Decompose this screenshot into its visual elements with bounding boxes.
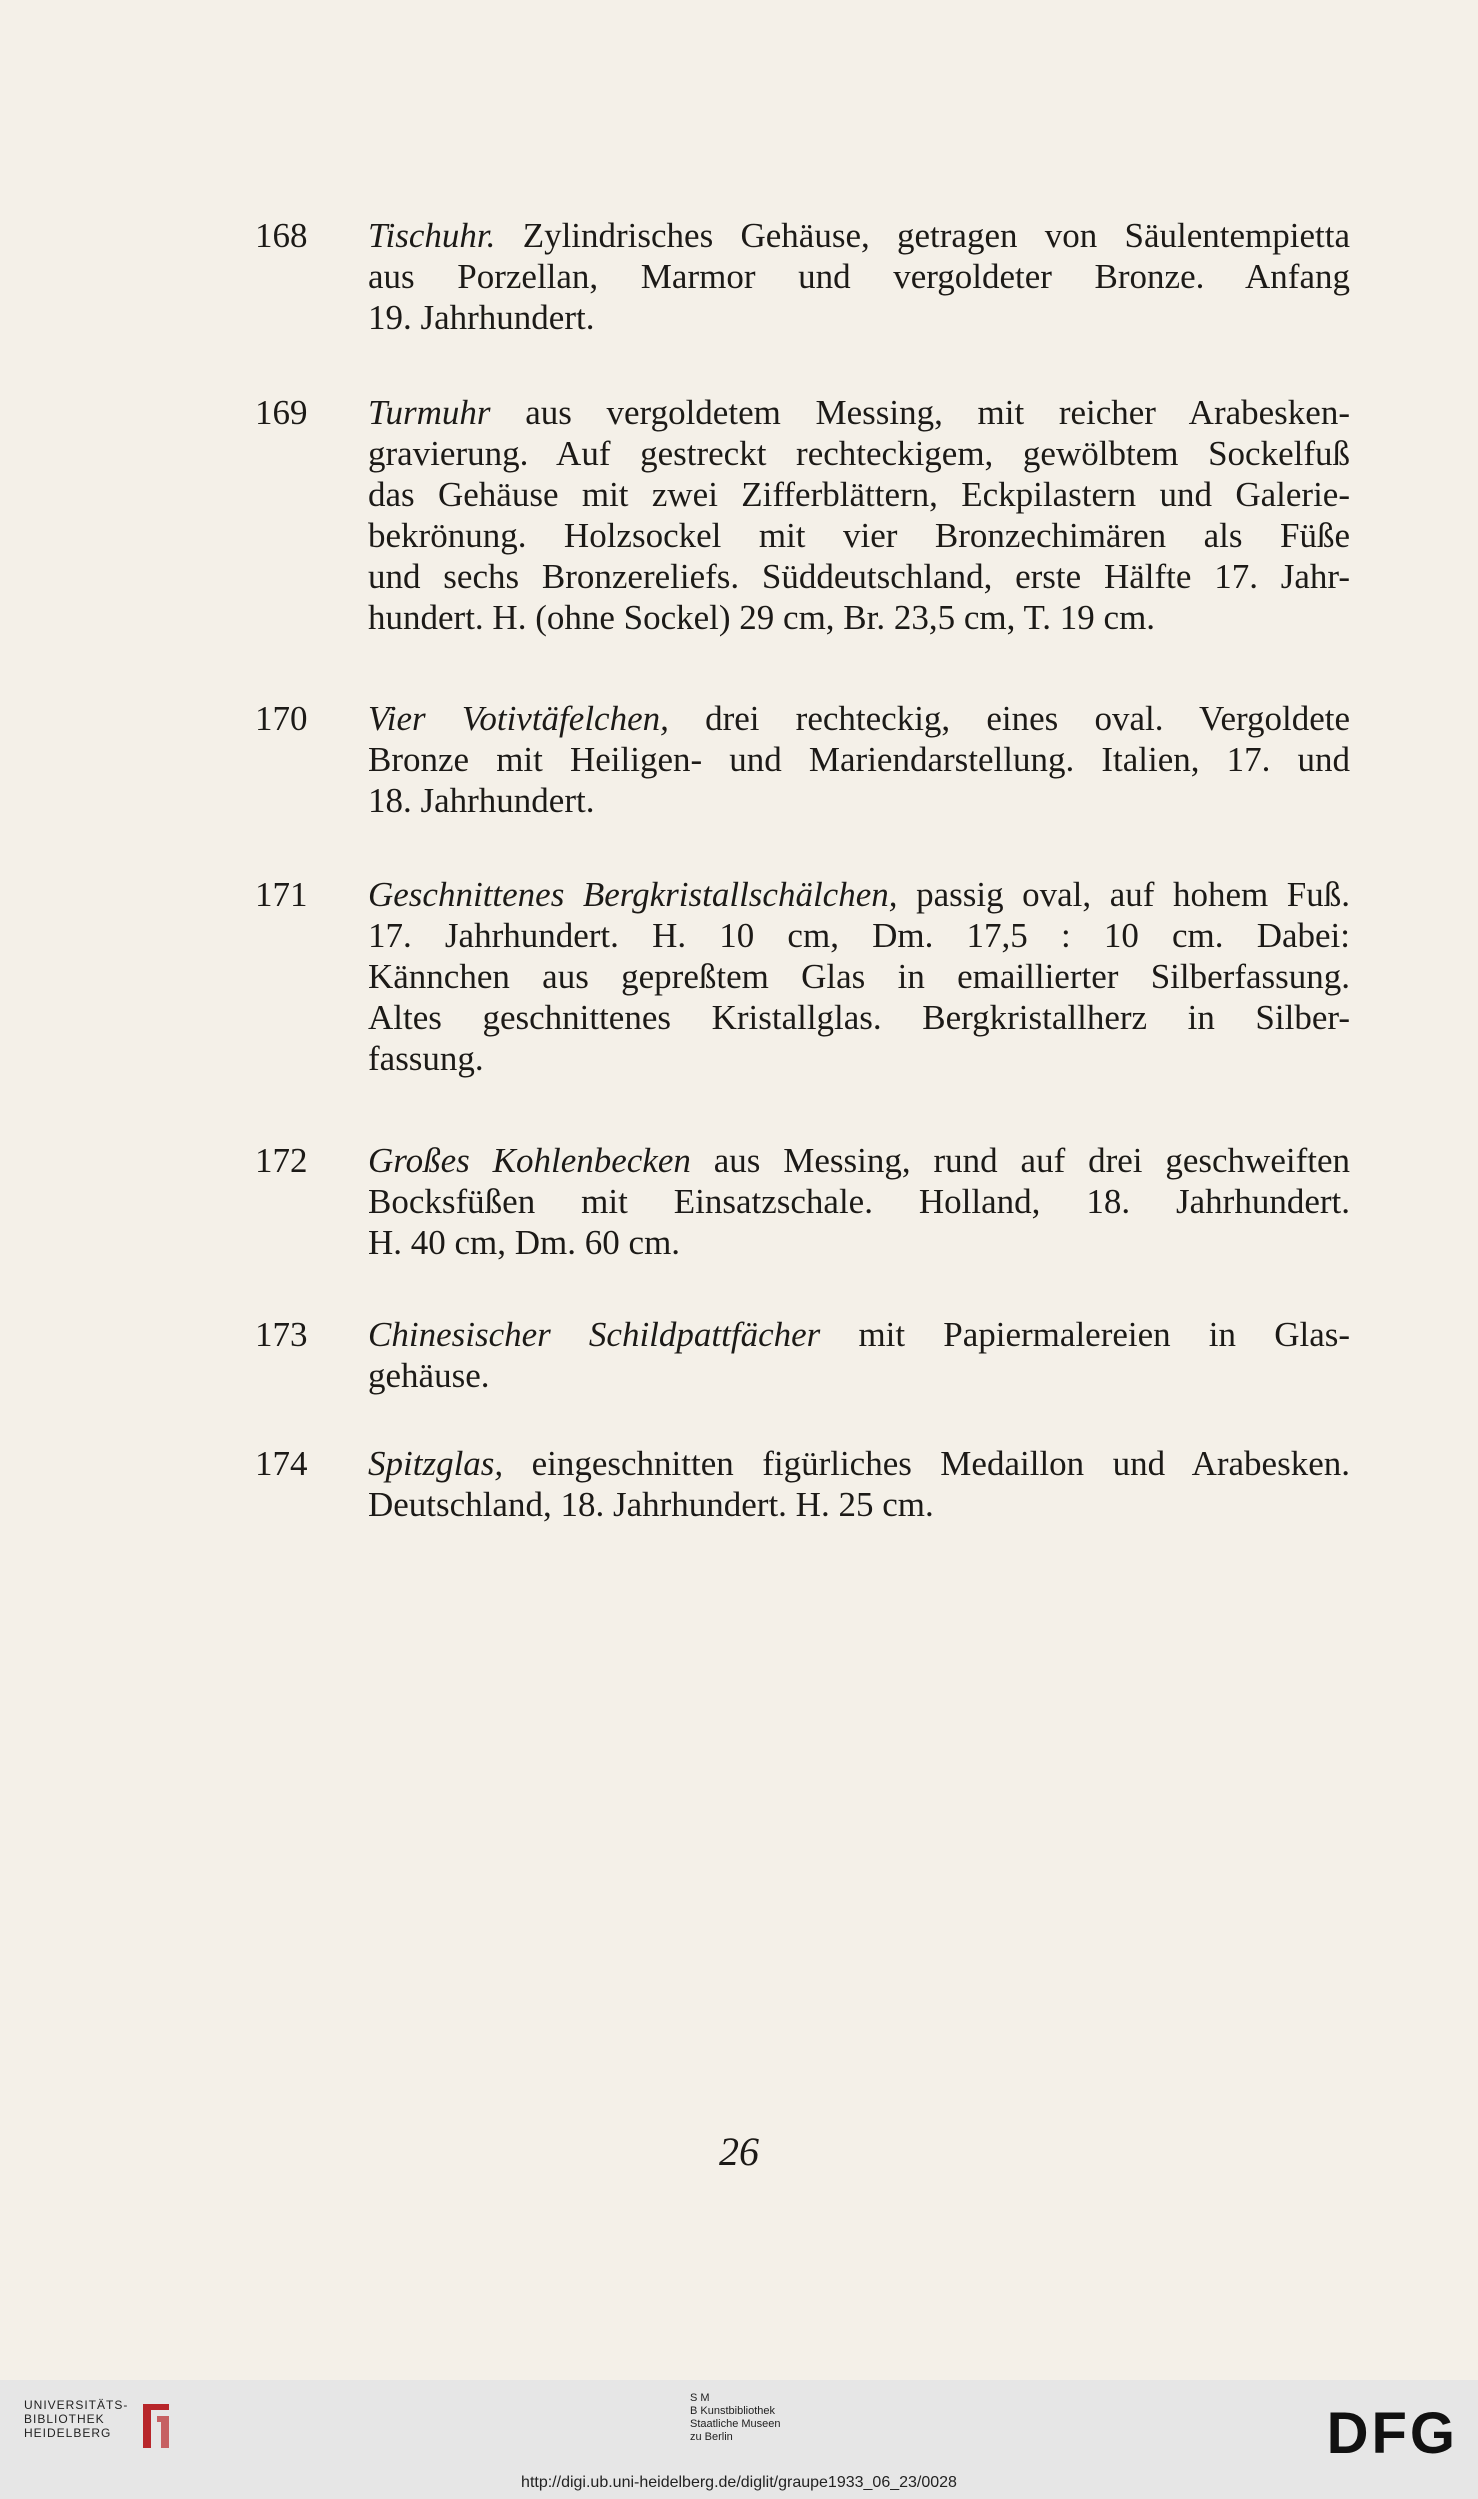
- catalog-entry-172: [255, 1140, 1350, 1263]
- university-library-label[interactable]: [24, 2398, 128, 2440]
- university-line: UNIVERSITÄTS-: [24, 2398, 129, 2412]
- catalog-entry-169: [255, 392, 1350, 638]
- entry-number: 174: [255, 1444, 308, 1483]
- entry-line: und sechs Bronzereliefs. Süddeutschland, erste Hälfte 17. Jahr-: [368, 557, 1350, 596]
- page-number: 26: [719, 2129, 759, 2174]
- footer-bar: [0, 2380, 1478, 2499]
- museum-line: zu Berlin: [690, 2431, 733, 2443]
- catalog-entry-174: [255, 1443, 1350, 1525]
- entry-line: Bronze mit Heiligen- und Mariendarstellung. Italien, 17. und: [368, 740, 1350, 779]
- entry-line: Zylindrisches Gehäuse, getragen von Säulentempietta: [522, 216, 1350, 255]
- university-line: BIBLIOTHEK: [24, 2412, 105, 2426]
- museum-line: S M: [690, 2392, 710, 2404]
- entry-line: hundert. H. (ohne Sockel) 29 cm, Br. 23,5 cm, T. 19 cm.: [368, 598, 1156, 637]
- university-logo-icon: [135, 2398, 177, 2454]
- entry-line: drei rechteckig, eines oval. Vergoldete: [705, 699, 1351, 738]
- entry-title: Vier Votivtäfelchen,: [368, 699, 669, 738]
- entry-title: Geschnittenes Bergkristallschälchen,: [368, 875, 898, 914]
- entry-line: mit Papiermalereien in Glas-: [858, 1315, 1351, 1354]
- entry-number: 169: [255, 393, 308, 432]
- source-url[interactable]: http://digi.ub.uni-heidelberg.de/diglit/graupe1933_06_23/0028: [521, 2474, 957, 2491]
- entry-number: 173: [255, 1315, 308, 1354]
- entry-line: das Gehäuse mit zwei Zifferblättern, Eckpilastern und Galerie-: [368, 475, 1350, 514]
- museum-line: B Kunstbibliothek: [690, 2405, 775, 2417]
- entry-line: passig oval, auf hohem Fuß.: [916, 875, 1350, 914]
- entry-title: Tischuhr.: [368, 216, 496, 255]
- entry-line: Altes geschnittenes Kristallglas. Bergkristallherz in Silber-: [368, 998, 1350, 1037]
- entry-title: Chinesischer Schildpattfächer: [368, 1315, 821, 1354]
- catalog-entry-173: [255, 1314, 1350, 1396]
- entry-line: aus vergoldetem Messing, mit reicher Arabesken-: [525, 393, 1350, 432]
- entry-title: Großes Kohlenbecken: [368, 1141, 691, 1180]
- entry-number: 172: [255, 1141, 308, 1180]
- entry-title: Spitzglas,: [368, 1444, 504, 1483]
- entry-title: Turmuhr: [368, 393, 491, 432]
- entry-line: 17. Jahrhundert. H. 10 cm, Dm. 17,5 : 10 cm. Dabei:: [368, 916, 1350, 955]
- entry-number: 168: [255, 216, 308, 255]
- entry-line: eingeschnitten figürliches Medaillon und Arabesken.: [531, 1444, 1350, 1483]
- entry-number: 170: [255, 699, 308, 738]
- museum-line: Staatliche Museen: [690, 2418, 781, 2430]
- dfg-logo[interactable]: DFG: [1326, 2401, 1458, 2466]
- entry-line: bekrönung. Holzsockel mit vier Bronzechimären als Füße: [368, 516, 1350, 555]
- catalog-entry-168: [255, 215, 1350, 338]
- entry-line: Bocksfüßen mit Einsatzschale. Holland, 18. Jahrhundert.: [368, 1182, 1350, 1221]
- entry-line: gehäuse.: [368, 1356, 490, 1395]
- entry-line: H. 40 cm, Dm. 60 cm.: [368, 1223, 681, 1262]
- entry-number: 171: [255, 875, 308, 914]
- entry-line: fassung.: [368, 1039, 484, 1078]
- entry-line: 18. Jahrhundert.: [368, 781, 595, 820]
- entry-line: 19. Jahrhundert.: [368, 298, 595, 337]
- entry-line: aus Messing, rund auf drei geschweiften: [713, 1141, 1351, 1180]
- entry-line: gravierung. Auf gestreckt rechteckigem, gewölbtem Sockelfuß: [368, 434, 1350, 473]
- entry-line: aus Porzellan, Marmor und vergoldeter Bronze. Anfang: [368, 257, 1350, 296]
- entry-line: Deutschland, 18. Jahrhundert. H. 25 cm.: [368, 1485, 934, 1524]
- catalog-entry-171: [255, 874, 1350, 1079]
- university-line: HEIDELBERG: [24, 2426, 112, 2440]
- entry-line: Kännchen aus gepreßtem Glas in emaillierter Silberfassung.: [368, 957, 1350, 996]
- catalog-entry-170: [255, 698, 1350, 821]
- museum-label[interactable]: [690, 2392, 781, 2444]
